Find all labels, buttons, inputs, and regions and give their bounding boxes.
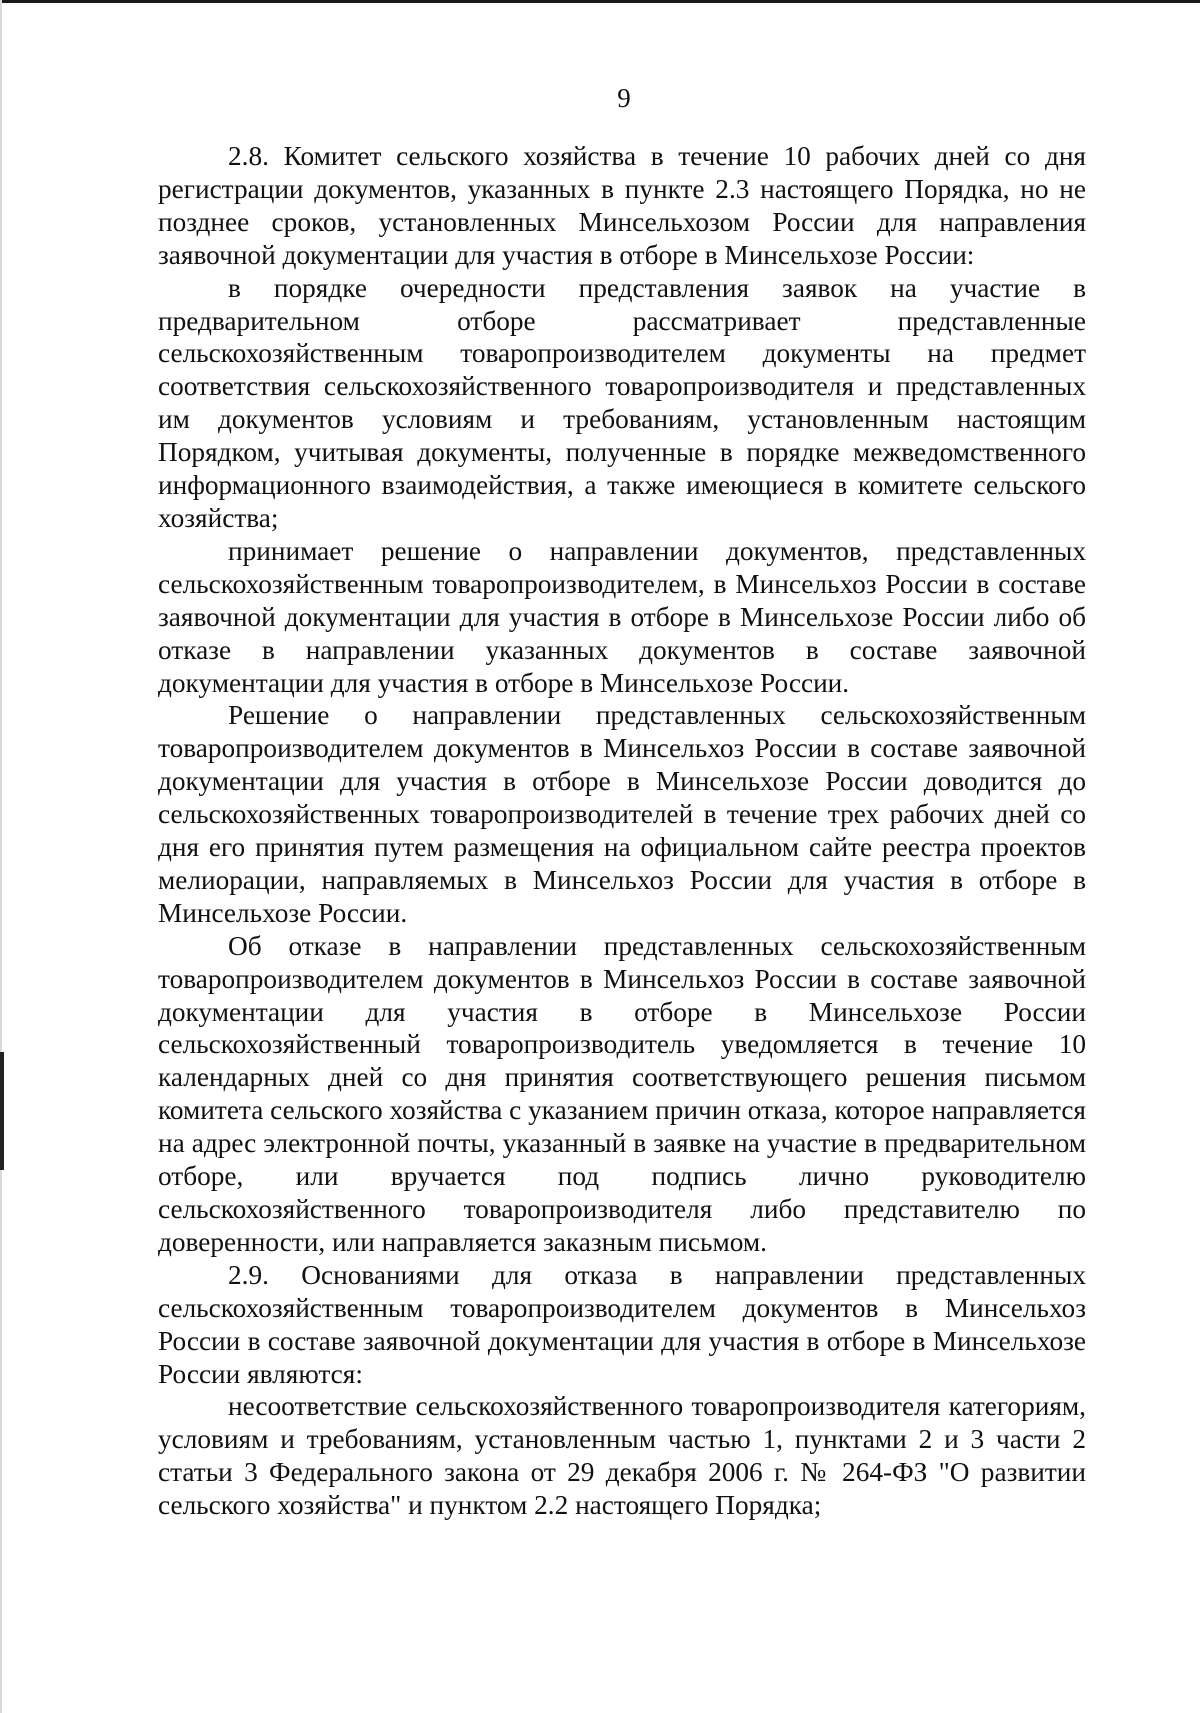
scan-top-edge: [0, 0, 1200, 3]
paragraph-2-8: 2.8. Комитет сельского хозяйства в течение 10 рабочих дней со дня регистрации документов, указанных в пункте 2.3 настоящего Порядка, но не позднее сроков, установленных Минсельхозом России для направления заявочной документации для участия в отборе в Минсельхозе России:: [158, 141, 1086, 270]
scan-edge-mark: [0, 1052, 4, 1170]
paragraph-2-9: 2.9. Основаниями для отказа в направлении представленных сельскохозяйственным товаропроизводителем документов в Минсельхоз России в составе заявочной документации для участия в отборе в Минсельхозе России являются:: [158, 1259, 1086, 1389]
paragraph-review-documents: в порядке очередности представления заявок на участие в предварительном отборе рассматривает представленные сельскохозяйственным товаропроизводителем документы на предмет соответствия сельскохозяйственного товаропроизводителя и представленных им документов условиям и требованиям, установленным настоящим Порядком, учитывая документы, полученные в порядке межведомственного информационного взаимодействия, а также имеющиеся в комитете сельского хозяйства;: [158, 272, 1086, 533]
scan-left-edge: [0, 0, 2, 1713]
paragraph-refusal-notice: Об отказе в направлении представленных сельскохозяйственным товаропроизводителем документов в Минсельхоз России в составе заявочной документации для участия в отборе в Минсельхозе России сельскохозяйственный товаропроизводитель уведомляется в течение 10 календарных дней со дня принятия соответствующего решения письмом комитета сельского хозяйства с указанием причин отказа, которое направляется на адрес электронной почты, указанный в заявке на участие в предварительном отборе, или вручается под подпись лично руководителю сельскохозяйственного товаропроизводителя либо представителю по доверенности, или направляется заказным письмом.: [158, 930, 1086, 1257]
page-number: 9: [617, 83, 631, 113]
paragraph-decision-notice: Решение о направлении представленных сельскохозяйственным товаропроизводителем документов в Минсельхоз России в составе заявочной документации для участия в отборе в Минсельхозе России доводится до сельскохозяйственных товаропроизводителей в течение трех рабочих дней со дня его принятия путем размещения на официальном сайте реестра проектов мелиорации, направляемых в Минсельхоз России для участия в отборе в Минсельхозе России.: [158, 700, 1086, 928]
paragraph-decision: принимает решение о направлении документов, представленных сельскохозяйственным товаропроизводителем, в Минсельхоз России в составе заявочной документации для участия в отборе в Минсельхозе России либо об отказе в направлении указанных документов в составе заявочной документации для участия в отборе в Минсельхозе России.: [158, 535, 1086, 698]
paragraph-noncompliance: несоответствие сельскохозяйственного товаропроизводителя категориям, условиям и требованиям, установленным частью 1, пунктами 2 и 3 части 2 статьи 3 Федерального закона от 29 декабря 2006 г. № 264-ФЗ "О развитии сельского хозяйства" и пунктом 2.2 настоящего Порядка;: [158, 1391, 1086, 1521]
document-body: [158, 140, 1086, 1522]
